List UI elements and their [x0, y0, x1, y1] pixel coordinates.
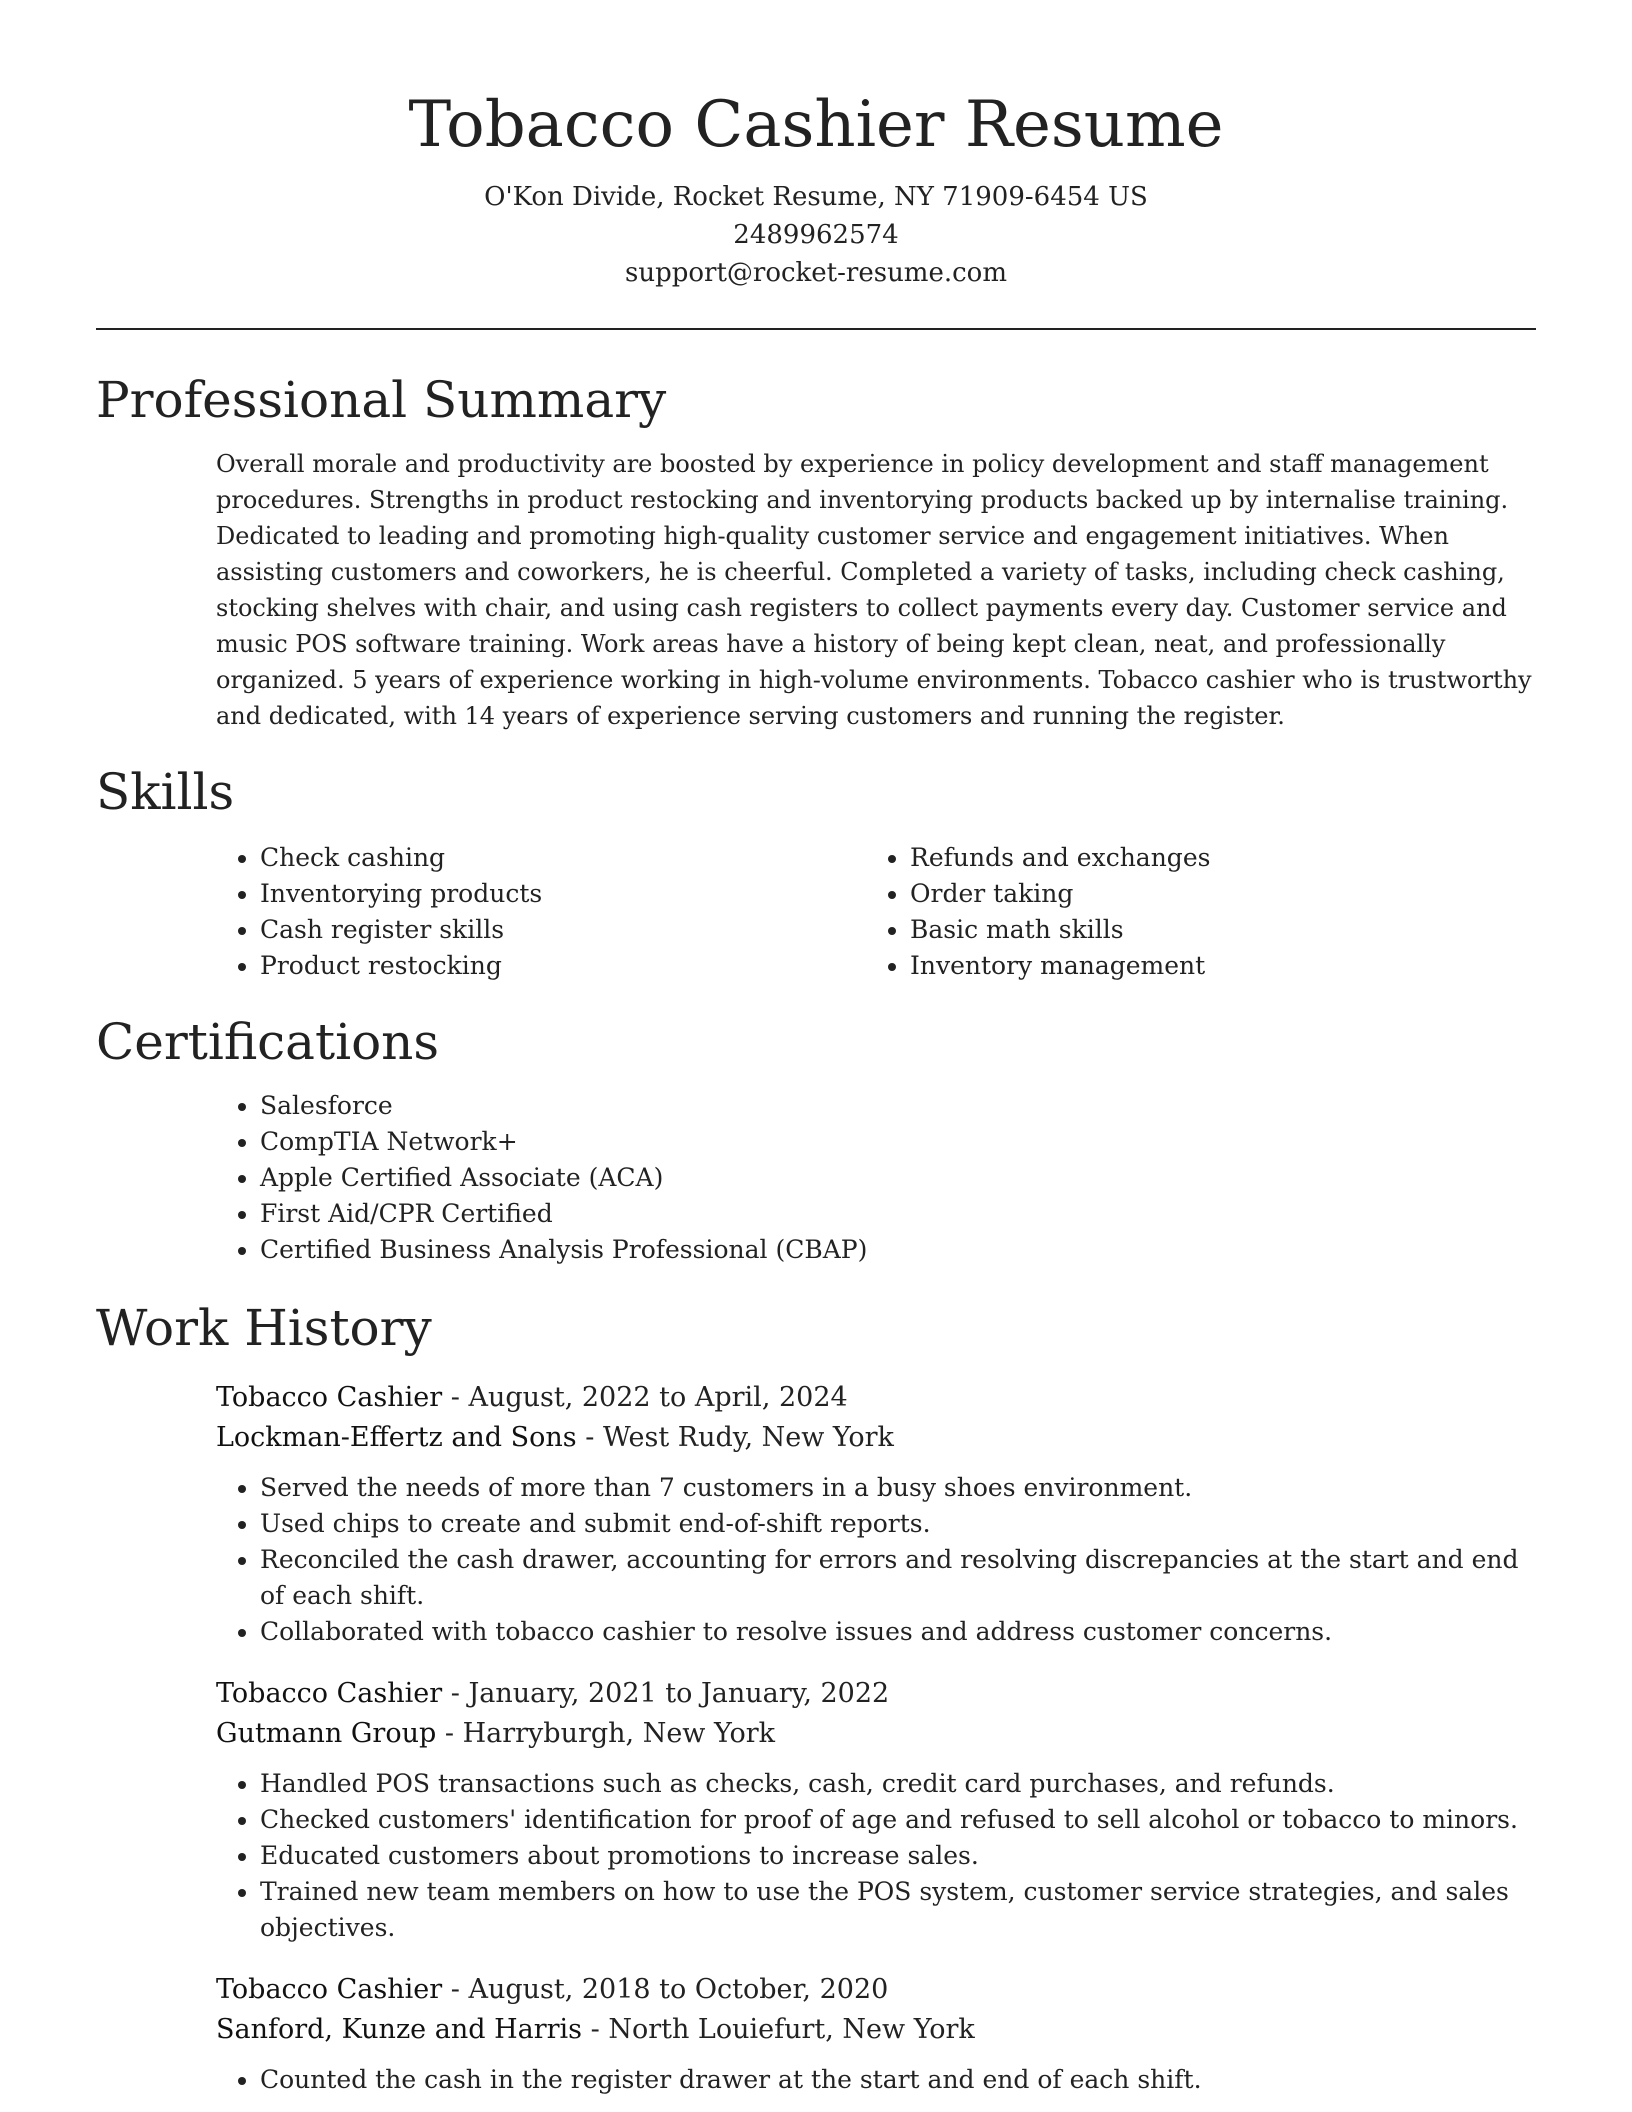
- skills-list-right: [910, 840, 1210, 984]
- skill-item: • Order taking: [910, 876, 1210, 912]
- certification-item: • CompTIA Network+: [260, 1124, 1536, 1160]
- skill-item: • Check cashing: [260, 840, 746, 876]
- work-history-heading: Work History: [96, 1299, 432, 1357]
- job-entry: [216, 1674, 1536, 1946]
- job-bullets: [216, 2062, 1536, 2098]
- job-bullet: • Served the needs of more than 7 customers in a busy shoes environment.: [260, 1470, 1536, 1506]
- resume-header: [0, 0, 1632, 292]
- job-entry: [216, 1970, 1536, 2098]
- email-address: support@rocket-resume.com: [624, 258, 1007, 288]
- job-dates: - August, 2022 to April, 2024: [442, 1382, 848, 1413]
- skills-column-left: [260, 840, 746, 984]
- job-location: - Harryburgh, New York: [436, 1718, 775, 1749]
- job-dates: - January, 2021 to January, 2022: [442, 1678, 890, 1709]
- job-role: Tobacco Cashier: [216, 1974, 443, 2005]
- skills-columns: [96, 840, 1536, 984]
- certification-item: • Salesforce: [260, 1088, 1536, 1124]
- skills-heading: Skills: [96, 763, 235, 821]
- job-entry: [216, 1378, 1536, 1650]
- certifications-section: [96, 1010, 1536, 1268]
- skill-item: • Basic math skills: [910, 912, 1210, 948]
- skill-item: • Refunds and exchanges: [910, 840, 1210, 876]
- work-history-section: [96, 1296, 1536, 2098]
- job-bullet: • Trained new team members on how to use the POS system, customer service strategies, and sales objectives.: [260, 1874, 1536, 1946]
- job-title-line: [216, 1674, 1536, 1714]
- certification-item: • Apple Certified Associate (ACA): [260, 1160, 1536, 1196]
- header-divider: [96, 328, 1536, 330]
- job-role: Tobacco Cashier: [216, 1382, 443, 1413]
- skill-item: • Product restocking: [260, 948, 746, 984]
- phone-number: 2489962574: [733, 220, 899, 250]
- job-bullet: • Handled POS transactions such as checks, cash, credit card purchases, and refunds.: [260, 1766, 1536, 1802]
- resume-name: Tobacco Cashier Resume: [408, 88, 1224, 162]
- job-title-line: [216, 1970, 1536, 2010]
- job-bullet: • Counted the cash in the register drawer at the start and end of each shift.: [260, 2062, 1536, 2098]
- address: O'Kon Divide, Rocket Resume, NY 71909-6454 US: [484, 182, 1148, 212]
- job-company: Gutmann Group: [216, 1718, 437, 1749]
- job-location: - West Rudy, New York: [576, 1422, 894, 1453]
- summary-heading: Professional Summary: [96, 371, 667, 429]
- skills-list-left: [260, 840, 746, 984]
- job-company-line: [216, 1714, 1536, 1754]
- skill-item: • Inventory management: [910, 948, 1210, 984]
- job-company-line: [216, 2010, 1536, 2050]
- job-company-line: [216, 1418, 1536, 1458]
- job-company: Lockman-Effertz and Sons: [216, 1422, 577, 1453]
- summary-section: [96, 368, 1536, 734]
- job-bullet: • Reconciled the cash drawer, accounting for errors and resolving discrepancies at the start and end of each shift.: [260, 1542, 1536, 1614]
- job-bullet: • Educated customers about promotions to increase sales.: [260, 1838, 1536, 1874]
- job-role: Tobacco Cashier: [216, 1678, 443, 1709]
- summary-text: Overall morale and productivity are boosted by experience in policy development and staff management procedures. Strengths in product restocking and inventorying products backed up by internalise training. Dedicated to leading and promoting high-quality customer service and engagement initiatives. When assisting customers and coworkers, he is cheerful. Completed a variety of tasks, including check cashing, stocking shelves with chair, and using cash registers to collect payments every day. Customer service and music POS software training. Work areas have a history of being kept clean, neat, and professionally organized. 5 years of experience working in high-volume environments. Tobacco cashier who is trustworthy and dedicated, with 14 years of experience serving customers and running the register.: [216, 450, 1532, 730]
- certifications-heading: Certifications: [96, 1013, 440, 1071]
- skill-item: • Inventorying products: [260, 876, 746, 912]
- job-location: - North Louiefurt, New York: [582, 2014, 975, 2045]
- skill-item: • Cash register skills: [260, 912, 746, 948]
- job-company: Sanford, Kunze and Harris: [216, 2014, 583, 2045]
- skills-section: [96, 760, 1536, 984]
- contact-info: [0, 178, 1632, 292]
- job-dates: - August, 2018 to October, 2020: [442, 1974, 889, 2005]
- job-bullet: • Collaborated with tobacco cashier to resolve issues and address customer concerns.: [260, 1614, 1536, 1650]
- job-bullets: [216, 1470, 1536, 1650]
- job-title-line: [216, 1378, 1536, 1418]
- skills-column-right: [746, 840, 1210, 984]
- job-bullet: • Used chips to create and submit end-of-shift reports.: [260, 1506, 1536, 1542]
- certifications-list: [96, 1088, 1536, 1268]
- certification-item: • First Aid/CPR Certified: [260, 1196, 1536, 1232]
- certification-item: • Certified Business Analysis Professional (CBAP): [260, 1232, 1536, 1268]
- job-bullets: [216, 1766, 1536, 1946]
- job-bullet: • Checked customers' identification for proof of age and refused to sell alcohol or tobacco to minors.: [260, 1802, 1536, 1838]
